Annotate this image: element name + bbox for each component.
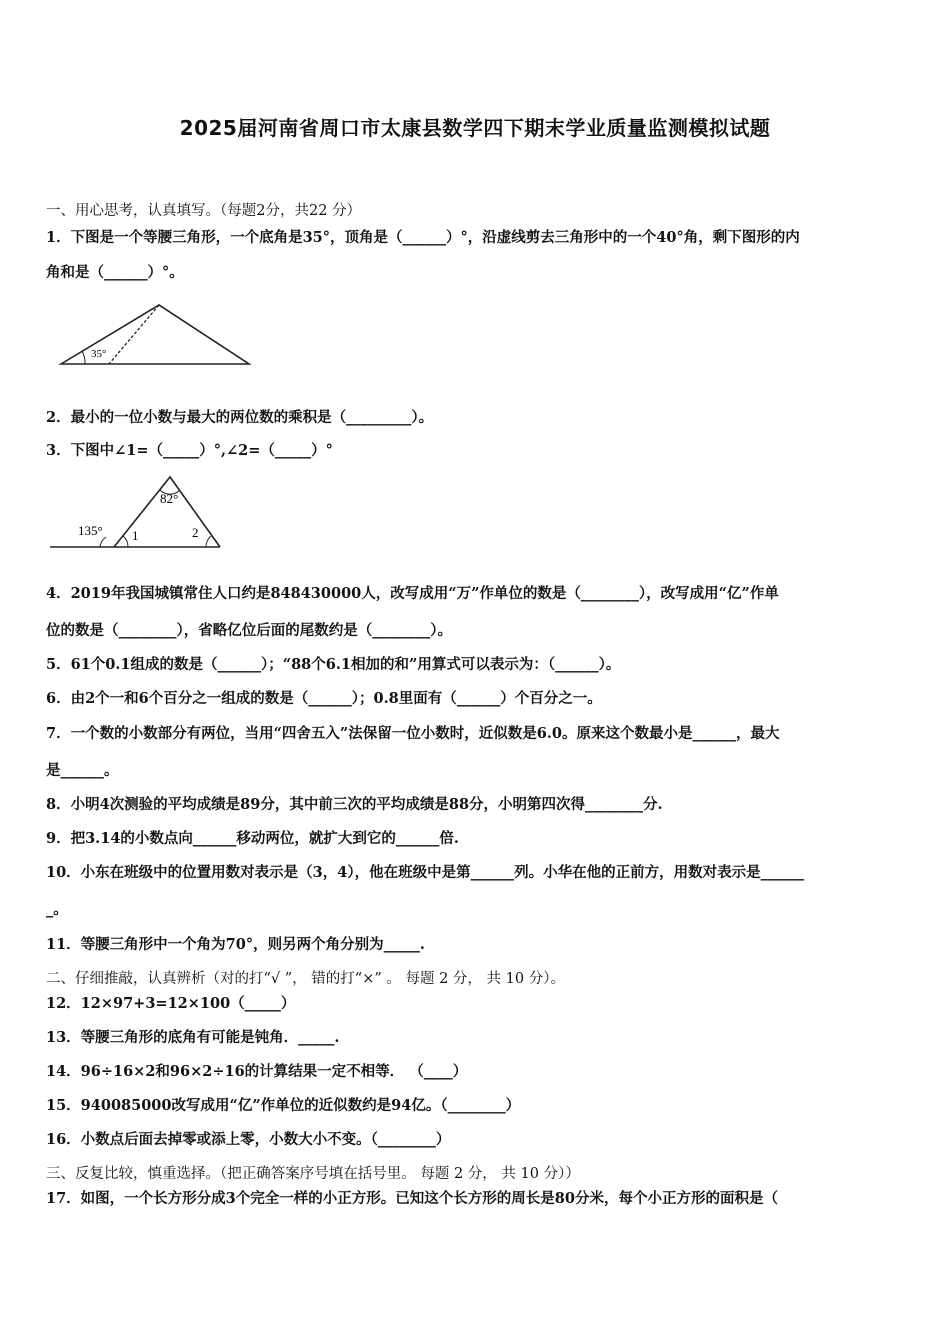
isosceles-triangle-figure — [55, 300, 255, 370]
question-5: 5．61个0.1组成的数是（______）；“88个6.1相加的和”用算式可以表示为：（______）。 — [46, 656, 621, 673]
page-title: 2025届河南省周口市太康县数学四下期末学业质量监测模拟试题 — [179, 116, 771, 140]
question-1-line-1: 1．下图是一个等腰三角形，一个底角是35°，顶角是（______）°，沿虚线剪去三角形中的一个40°角，剩下图形的内 — [46, 229, 800, 246]
question-4-line-2: 位的数是（________），省略亿位后面的尾数约是（________）。 — [46, 622, 452, 639]
question-16: 16．小数点后面去掉零或添上零，小数大小不变。（________） — [46, 1131, 451, 1148]
question-3: 3．下图中∠1=（_____）°,∠2=（_____）° — [46, 442, 333, 459]
question-13: 13．等腰三角形的底角有可能是钝角．_____. — [46, 1029, 340, 1046]
question-12: 12．12×97+3=12×100（_____） — [46, 995, 296, 1012]
question-17: 17．如图，一个长方形分成3个完全一样的小正方形。已知这个长方形的周长是80分米，每个小正方形的面积是（ — [46, 1190, 778, 1207]
triangle-angles-figure — [48, 470, 238, 554]
question-14: 14．96÷16×2和96×2÷16的计算结果一定不相等． （____） — [46, 1063, 468, 1080]
question-7-line-1: 7．一个数的小数部分有两位，当用“四舍五入”法保留一位小数时，近似数是6.0。原来这个数最小是______，最大 — [46, 725, 780, 742]
question-1-line-2: 角和是（______）°。 — [46, 264, 184, 281]
section-2-heading: 二、仔细推敲，认真辨析（对的打“√ ”， 错的打“×” 。 每题 2 分， 共 10 分）。 — [46, 971, 565, 987]
section-1-heading: 一、用心思考，认真填写。（每题2分，共22 分） — [46, 203, 362, 219]
question-4-line-1: 4．2019年我国城镇常住人口约是848430000人，改写成用“万”作单位的数是（________），改写成用“亿”作单 — [46, 585, 779, 602]
question-8: 8．小明4次测验的平均成绩是89分，其中前三次的平均成绩是88分，小明第四次得________分. — [46, 796, 663, 813]
question-6: 6．由2个一和6个百分之一组成的数是（______）；0.8里面有（______）个百分之一。 — [46, 690, 602, 707]
question-10-line-2: _。 — [46, 901, 68, 918]
angle-82-label: 82° — [160, 491, 179, 506]
section-3-heading: 三、反复比较，慎重选择。（把正确答案序号填在括号里。 每题 2 分， 共 10 分）） — [46, 1166, 580, 1182]
question-11: 11．等腰三角形中一个角为70°，则另两个角分别为_____. — [46, 936, 425, 953]
angle-35-label: 35° — [91, 348, 107, 360]
question-2: 2．最小的一位小数与最大的两位数的乘积是（_________）。 — [46, 409, 434, 426]
question-7-line-2: 是______。 — [46, 762, 119, 779]
question-10-line-1: 10．小东在班级中的位置用数对表示是（3，4），他在班级中是第______列。小华在他的正前方，用数对表示是______ — [46, 864, 805, 881]
question-9: 9．把3.14的小数点向______移动两位，就扩大到它的______倍. — [46, 830, 459, 847]
question-15: 15．940085000改写成用“亿”作单位的近似数约是94亿。（________） — [46, 1097, 521, 1114]
angle-135-label: 135° — [78, 523, 103, 538]
angle-2-label: 2 — [192, 525, 199, 540]
angle-1-label: 1 — [132, 528, 139, 543]
